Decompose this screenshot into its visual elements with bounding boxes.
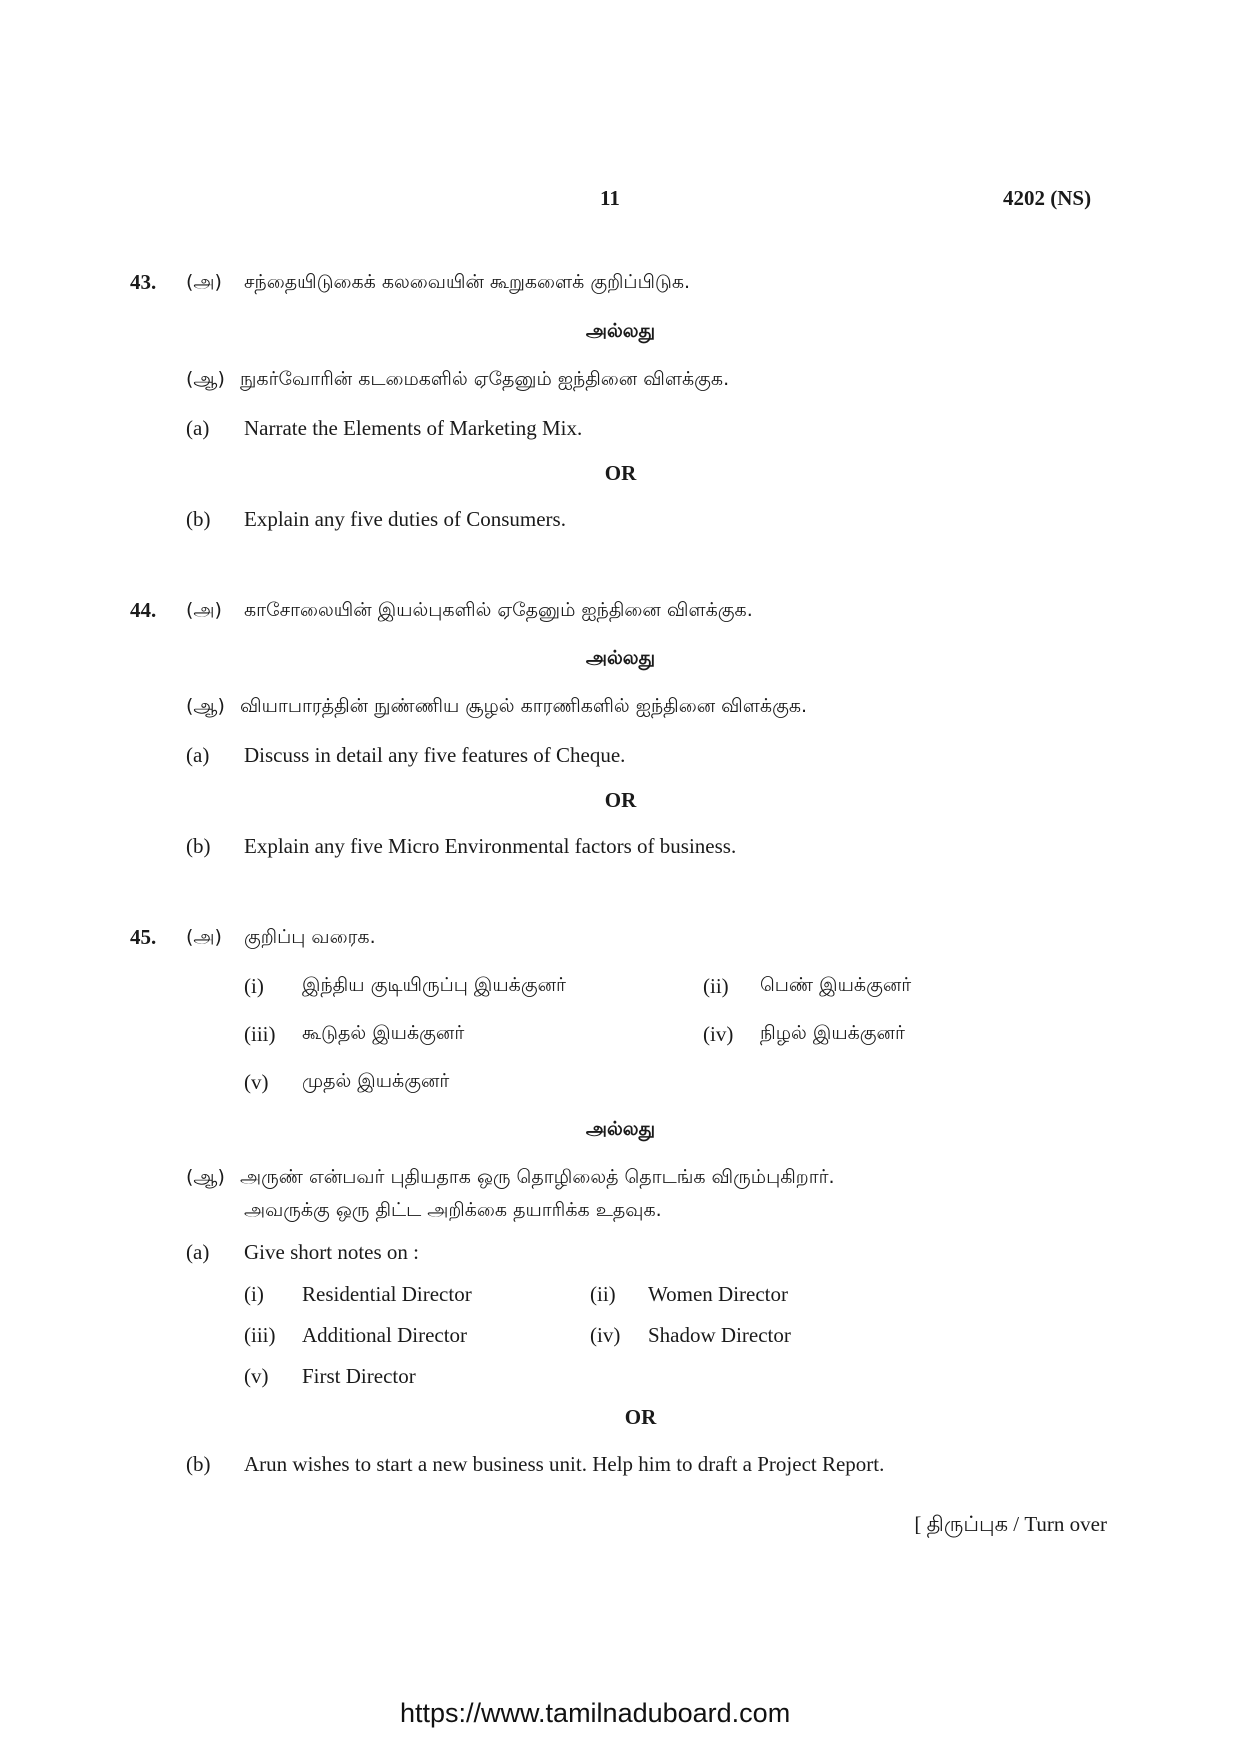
option-english-b-text: Explain any five duties of Consumers. [244,507,566,531]
question-number: 45. [130,925,157,949]
option-english-a-text: Give short notes on : [244,1240,419,1264]
turn-over-note: [ திருப்புக / Turn over [914,1512,1107,1536]
paper-code: 4202 (NS) [1003,186,1092,210]
list-item-label: (i) [244,1282,264,1306]
option-tamil-a-label: (அ) [186,271,222,293]
option-tamil-a-label: (அ) [186,926,222,948]
option-english-b-label: (b) [186,834,211,858]
option-english-a-text: Discuss in detail any five features of Cheque. [244,743,626,767]
list-item-label: (v) [244,1364,269,1388]
tamil-or-divider: அல்லது [585,647,656,669]
option-tamil-a-text: காசோலையின் இயல்புகளில் ஏதேனும் ஐந்தினை விளக்குக. [244,599,753,621]
list-item-label: (iv) [590,1323,621,1347]
list-item-label: (ii) [703,974,729,998]
list-item-text: Additional Director [302,1323,468,1347]
tamil-or-divider: அல்லது [585,1118,656,1140]
option-english-a-label: (a) [186,743,210,767]
option-tamil-b-label: (ஆ) [186,695,225,717]
list-item-text: பெண் இயக்குனர் [760,974,912,996]
option-english-b-text: Arun wishes to start a new business unit. Help him to draft a Project Report. [244,1452,885,1476]
option-english-a-label: (a) [186,416,210,440]
list-item-label: (iii) [244,1323,276,1347]
option-tamil-b-text: அருண் என்பவர் புதியதாக ஒரு தொழிலைத் தொடங்க விரும்புகிறார். [240,1166,835,1188]
list-item-text: Women Director [648,1282,789,1306]
english-or-divider: OR [604,788,637,812]
option-english-a-text: Narrate the Elements of Marketing Mix. [244,416,583,440]
option-tamil-b-text: வியாபாரத்தின் நுண்ணிய சூழல் காரணிகளில் ஐந்தினை விளக்குக. [240,695,808,717]
option-english-b-label: (b) [186,507,211,531]
english-or-divider: OR [604,461,637,485]
list-item-text: Shadow Director [648,1323,791,1347]
list-item-label: (v) [244,1070,269,1094]
list-item-text: First Director [302,1364,416,1388]
option-tamil-b-label: (ஆ) [186,1166,225,1188]
option-english-b-text: Explain any five Micro Environmental factors of business. [244,834,737,858]
option-english-a-label: (a) [186,1240,210,1264]
option-tamil-a-label: (அ) [186,599,222,621]
option-english-b-label: (b) [186,1452,211,1476]
list-item-text: இந்திய குடியிருப்பு இயக்குனர் [302,974,566,996]
english-or-divider: OR [624,1405,657,1429]
option-tamil-a-text: குறிப்பு வரைக. [244,926,376,948]
list-item-text: முதல் இயக்குனர் [302,1070,450,1092]
list-item-text: Residential Director [302,1282,472,1306]
question-number: 44. [130,598,157,622]
page-number: 11 [600,186,620,210]
list-item-label: (i) [244,974,264,998]
question-number: 43. [130,270,157,294]
option-tamil-b-text-continued: அவருக்கு ஒரு திட்ட அறிக்கை தயாரிக்க உதவுக. [244,1199,662,1221]
list-item-text: கூடுதல் இயக்குனர் [302,1022,465,1044]
footer-url: https://www.tamilnaduboard.com [400,1698,791,1728]
list-item-label: (ii) [590,1282,616,1306]
list-item-text: நிழல் இயக்குனர் [760,1022,905,1044]
tamil-or-divider: அல்லது [585,320,656,342]
list-item-label: (iii) [244,1022,276,1046]
option-tamil-a-text: சந்தையிடுகைக் கலவையின் கூறுகளைக் குறிப்பிடுக. [244,271,691,293]
list-item-label: (iv) [703,1022,734,1046]
option-tamil-b-text: நுகர்வோரின் கடமைகளில் ஏதேனும் ஐந்தினை விளக்குக. [240,368,730,390]
option-tamil-b-label: (ஆ) [186,368,225,390]
